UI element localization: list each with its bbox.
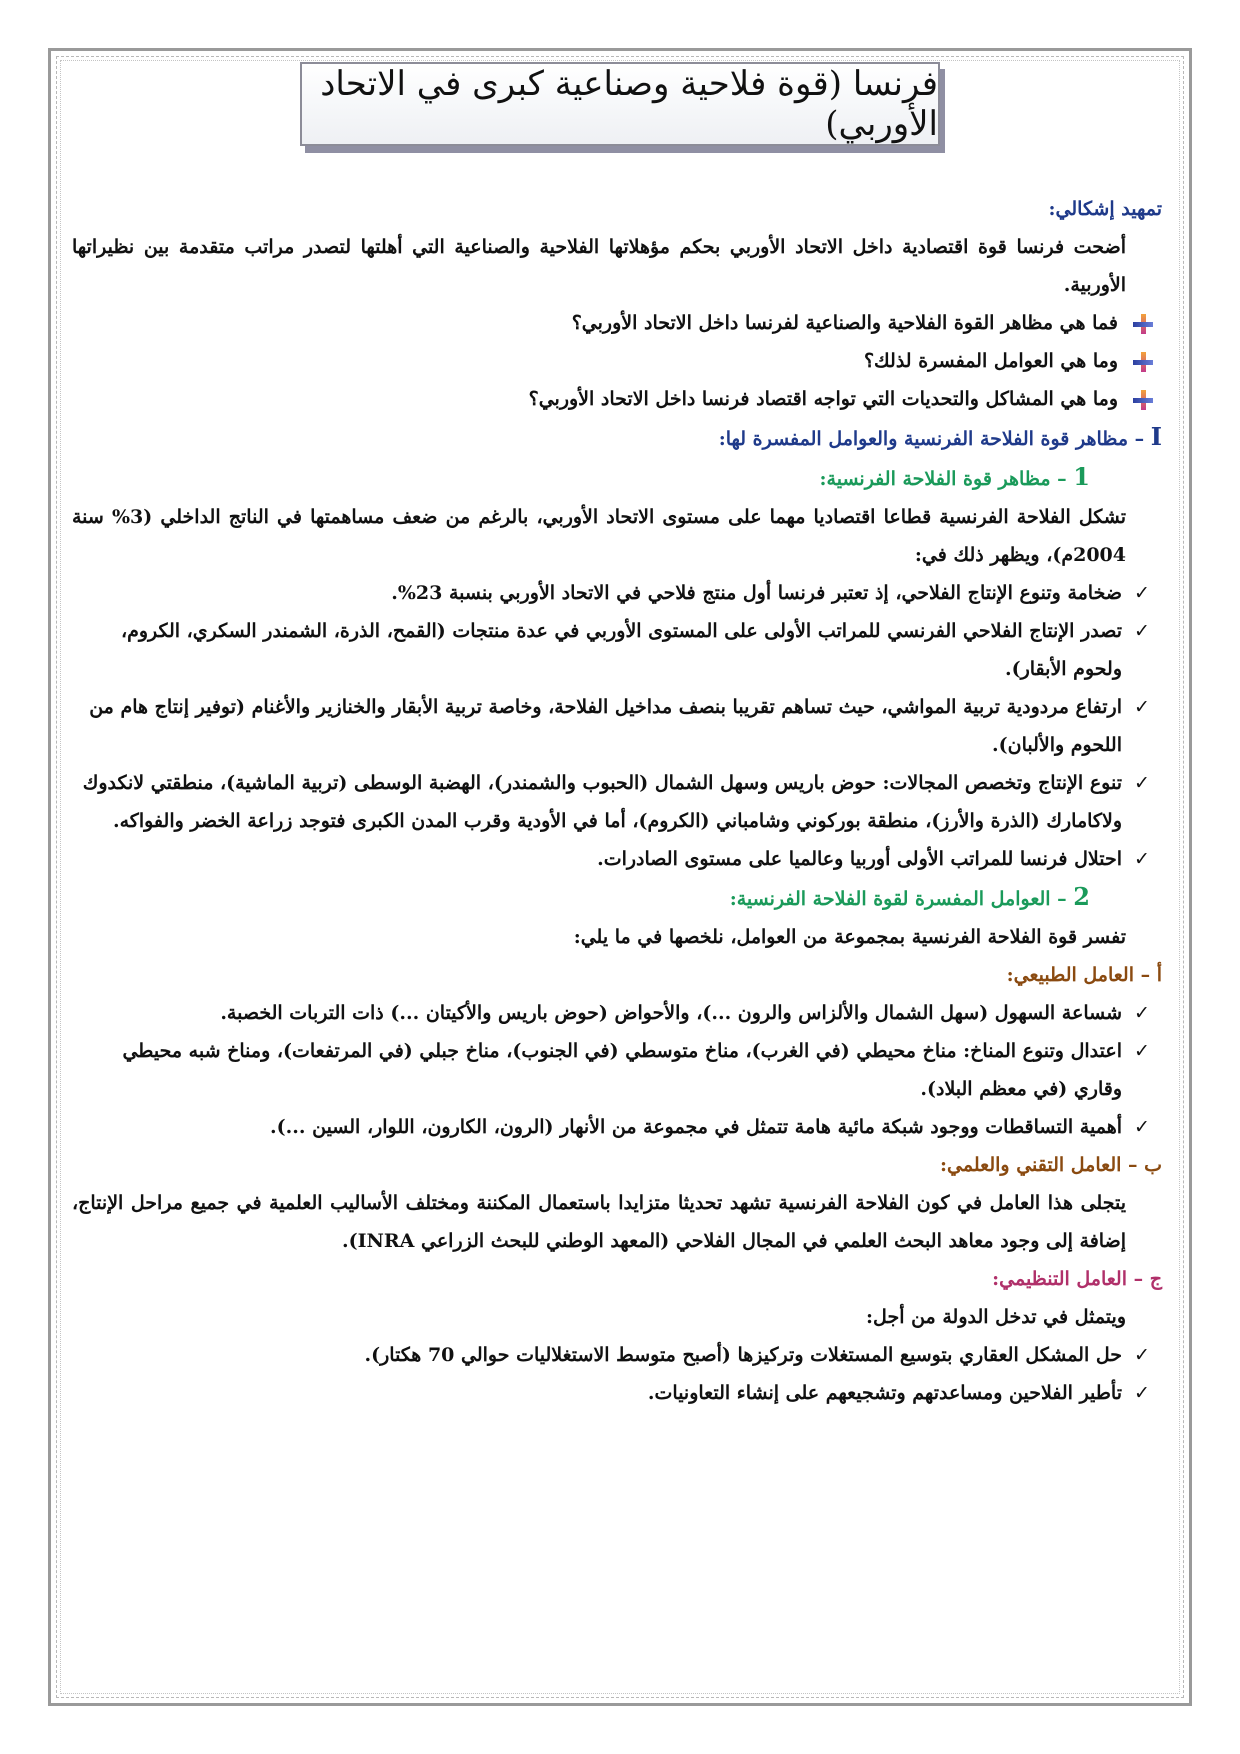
document-body (72, 190, 1162, 1412)
list-item (72, 994, 1162, 1032)
questions-list (72, 304, 1162, 418)
question-text: وما هي المشاكل والتحديات التي تواجه اقتصاد فرنسا داخل الاتحاد الأوربي؟ (528, 388, 1118, 410)
check-icon: ✓ (1134, 848, 1150, 870)
list-item-text: احتلال فرنسا للمراتب الأولى أوربيا وعالميا على مستوى الصادرات. (597, 848, 1122, 870)
sub2-text: تفسر قوة الفلاحة الفرنسية بمجموعة من العوامل، نلخصها في ما يلي: (573, 926, 1126, 948)
section1-title: – مظاهر قوة الفلاحة الفرنسية والعوامل المفسرة لها: (718, 428, 1151, 450)
sub2-heading (72, 878, 1162, 918)
list-item-text: تصدر الإنتاج الفلاحي الفرنسي للمراتب الأولى على المستوى الأوربي في عدة منتجات (القمح، الذرة، الشمندر السكري، الكروم، ولحوم الأبقار). (120, 620, 1122, 680)
sub2-number: 2 (1073, 882, 1090, 911)
list-item (72, 764, 1162, 840)
check-icon: ✓ (1134, 1002, 1150, 1024)
factor-a-list (72, 994, 1162, 1146)
factor-c-text: ويتمثل في تدخل الدولة من أجل: (866, 1306, 1126, 1328)
factor-a-heading: أ – العامل الطبيعي: (1006, 964, 1162, 986)
list-item (72, 688, 1162, 764)
list-item-text: ضخامة وتنوع الإنتاج الفلاحي، إذ تعتبر فرنسا أول منتج فلاحي في الاتحاد الأوربي بنسبة 23%. (391, 582, 1122, 604)
factor-c-heading: ج – العامل التنظيمي: (992, 1268, 1162, 1290)
check-icon: ✓ (1134, 582, 1150, 604)
check-icon: ✓ (1134, 1344, 1150, 1366)
question-item (72, 342, 1162, 380)
check-icon: ✓ (1134, 620, 1150, 642)
list-item (72, 1108, 1162, 1146)
list-item-text: ارتفاع مردودية تربية المواشي، حيث تساهم تقريبا بنصف مداخيل الفلاحة، وخاصة تربية الأبقار والخنازير والأغنام (توفير إنتاج هام من اللحوم والألبان). (89, 696, 1122, 756)
question-text: فما هي مظاهر القوة الفلاحية والصناعية لفرنسا داخل الاتحاد الأوربي؟ (571, 312, 1118, 334)
intro-text: أضحت فرنسا قوة اقتصادية داخل الاتحاد الأوربي بحكم مؤهلاتها الفلاحية والصناعية التي أهلتها لتصدر مراتب متقدمة بين نظيراتها الأوربية. (72, 236, 1126, 296)
list-item-text: تنوع الإنتاج وتخصص المجالات: حوض باريس وسهل الشمال (الحبوب والشمندر)، الهضبة الوسطى (تربية الماشية)، منطقتي لانكدوك ولاكامارك (الذرة والأرز)، منطقة بوركوني وشامباني (الكروم)، أما في الأودية وقرب المدن الكبرى فتوجد زراعة الخضر والفواكه. (82, 772, 1122, 832)
sub1-number: 1 (1073, 462, 1090, 491)
check-icon: ✓ (1134, 1116, 1150, 1138)
section1-heading (72, 418, 1162, 458)
factor-b-heading: ب – العامل التقني والعلمي: (940, 1154, 1162, 1176)
list-item (72, 1336, 1162, 1374)
plus-icon (1132, 351, 1154, 373)
question-item (72, 380, 1162, 418)
sub1-title: – مظاهر قوة الفلاحة الفرنسية: (819, 468, 1074, 490)
factor-c-list (72, 1336, 1162, 1412)
factor-b-text: يتجلى هذا العامل في كون الفلاحة الفرنسية تشهد تحديثا متزايدا باستعمال المكننة ومختلف الأساليب العلمية في جميع مراحل الإنتاج، إضافة إلى وجود معاهد البحث العلمي في المجال الفلاحي (المعهد الوطني للبحث الزراعي INRA). (72, 1192, 1126, 1252)
list-item (72, 840, 1162, 878)
list-item-text: شساعة السهول (سهل الشمال والألزاس والرون ...)، والأحواض (حوض باريس والأكيتان ...) ذات التربات الخصبة. (220, 1002, 1122, 1024)
list-item-text: حل المشكل العقاري بتوسيع المستغلات وتركيزها (أصبح متوسط الاستغلاليات حوالي 70 هكتار). (364, 1344, 1122, 1366)
check-icon: ✓ (1134, 1382, 1150, 1404)
sub1-heading (72, 458, 1162, 498)
check-icon: ✓ (1134, 1040, 1150, 1062)
section1-number: I (1150, 422, 1162, 451)
intro-heading: تمهيد إشكالي: (1048, 198, 1162, 220)
check-icon: ✓ (1134, 772, 1150, 794)
sub1-list (72, 574, 1162, 878)
page-title-box (300, 62, 940, 146)
question-item (72, 304, 1162, 342)
list-item (72, 574, 1162, 612)
sub2-title: – العوامل المفسرة لقوة الفلاحة الفرنسية: (729, 888, 1074, 910)
page-title: فرنسا (قوة فلاحية وصناعية كبرى في الاتحاد الأوربي) (320, 64, 938, 144)
list-item (72, 1374, 1162, 1412)
list-item (72, 1032, 1162, 1108)
list-item-text: أهمية التساقطات ووجود شبكة مائية هامة تتمثل في مجموعة من الأنهار (الرون، الكارون، اللوار، السين ...). (270, 1116, 1122, 1138)
list-item-text: اعتدال وتنوع المناخ: مناخ محيطي (في الغرب)، مناخ متوسطي (في الجنوب)، مناخ جبلي (في المرتفعات)، ومناخ شبه محيطي وقاري (في معظم البلاد). (122, 1040, 1122, 1100)
plus-icon (1132, 389, 1154, 411)
plus-icon (1132, 313, 1154, 335)
check-icon: ✓ (1134, 696, 1150, 718)
question-text: وما هي العوامل المفسرة لذلك؟ (863, 350, 1118, 372)
list-item (72, 612, 1162, 688)
sub1-text: تشكل الفلاحة الفرنسية قطاعا اقتصاديا مهما على مستوى الاتحاد الأوربي، بالرغم من ضعف مساهمتها في الناتج الداخلي (3% سنة 2004م)، ويظهر ذلك في: (72, 506, 1126, 566)
list-item-text: تأطير الفلاحين ومساعدتهم وتشجيعهم على إنشاء التعاونيات. (647, 1382, 1122, 1404)
